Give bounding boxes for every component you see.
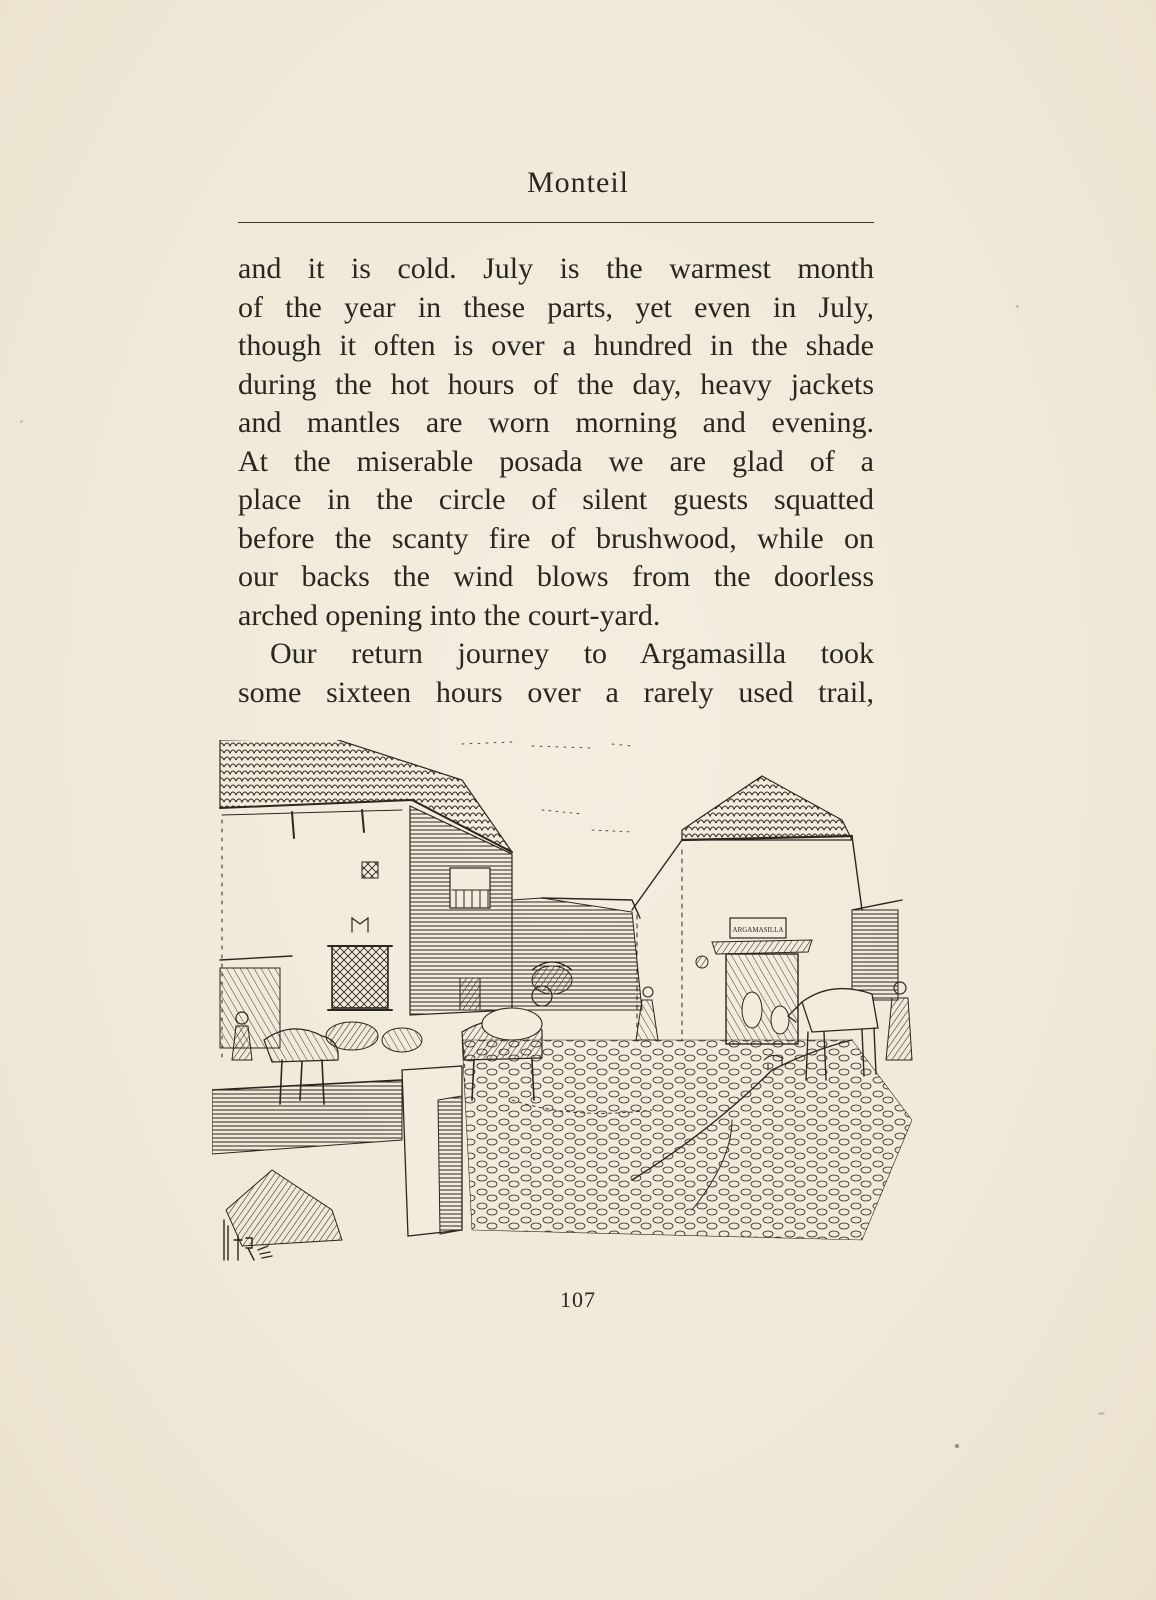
text-line: place in the circle of silent guests squatted <box>238 483 874 516</box>
paper-speck <box>1098 1412 1105 1415</box>
shop-sign-text: ARGAMASILLA <box>732 926 784 934</box>
page-number: 107 <box>560 1287 596 1312</box>
text-line: our backs the wind blows from the doorless <box>238 560 874 593</box>
text-line: arched opening into the court-yard. <box>238 598 661 632</box>
text-line: of the year in these parts, yet even in July, <box>238 290 874 324</box>
header-rule <box>238 222 874 223</box>
street-scene-illustration <box>212 740 926 1280</box>
right-roof <box>632 776 862 910</box>
paper-speck <box>955 1444 959 1448</box>
text-line: Our return journey to Argamasilla took <box>270 637 874 670</box>
paper-speck <box>20 420 23 423</box>
text-line: before the scanty fire of brushwood, while on <box>238 521 874 555</box>
text-line: and mantles are worn morning and evening. <box>238 406 874 439</box>
body-text <box>238 250 874 712</box>
text-line: some sixteen hours over a rarely used trail, <box>238 675 874 709</box>
text-line: At the miserable posada we are glad of a <box>238 444 874 478</box>
paper-speck <box>1016 305 1019 308</box>
foreground <box>212 1040 912 1246</box>
text-line: during the hot hours of the day, heavy jackets <box>238 367 874 401</box>
running-head: Monteil <box>527 166 629 199</box>
background-buildings <box>512 898 642 1010</box>
text-line: though it often is over a hundred in the shade <box>238 329 874 362</box>
left-building <box>220 806 512 1060</box>
text-line: and it is cold. July is the warmest month <box>238 252 874 285</box>
